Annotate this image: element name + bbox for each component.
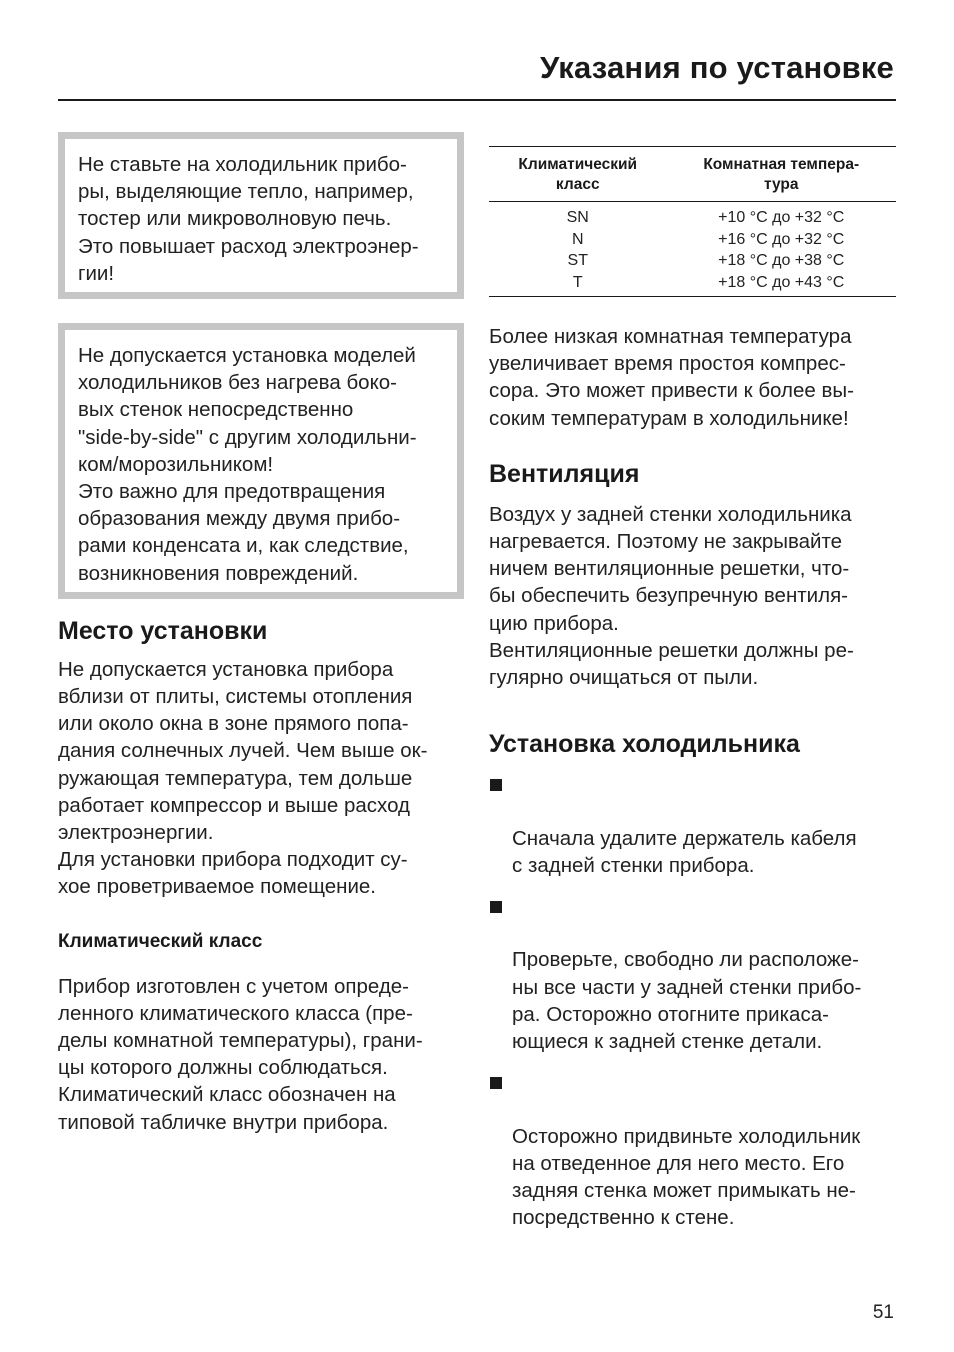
table-row <box>489 202 896 229</box>
place-paragraph: Не допускается установка прибора вблизи от плиты, системы отопления или около окна в зоне прямого попа- дания солнечных лучей. Чем выше ок- ружающая температура, тем дольше работает компрессор и выше расход электроэнергии. Для установки прибора подходит су- хое проветриваемое помещение. <box>58 657 428 899</box>
list-item <box>489 770 896 879</box>
table-cell-class: N <box>571 230 584 248</box>
ventilation-paragraph: Воздух у задней стенки холодильника нагревается. Поэтому не закрывайте ничем вентиляционные решетки, что- бы обеспечить безупречную вентиля- цию прибора. Вентиляционные решетки должны ре- гулярно очищаться от пыли. <box>489 502 854 690</box>
climate-paragraph: Прибор изготовлен с учетом опреде- ленного климатического класса (пре- делы комнатной температуры), грани- цы которого должны соблюдаться. Климатический класс обозначен на типовой табличке внутри прибора. <box>58 974 423 1134</box>
left-column <box>58 132 464 1136</box>
page-title: Указания по установке <box>539 50 894 85</box>
temperature-note-paragraph: Более низкая комнатная температура увеличивает время простоя компрес- сора. Это может привести к более вы- соким температурам в холодильнике! <box>489 325 854 430</box>
square-bullet-icon <box>490 1077 502 1089</box>
right-column <box>489 146 896 1231</box>
subsection-heading-climate: Климатический класс <box>58 930 263 952</box>
table-row <box>489 250 896 272</box>
section-heading-ventilation: Вентиляция <box>489 459 640 488</box>
table-row <box>489 272 896 297</box>
list-item <box>489 1068 896 1231</box>
list-item <box>489 892 896 1055</box>
page-number: 51 <box>872 1302 894 1323</box>
table-cell-temperature: +18 °C до +43 °C <box>718 273 845 291</box>
table-row <box>489 229 896 251</box>
table-cell-class: SN <box>566 209 589 226</box>
table-header-row <box>489 147 896 202</box>
column-header-temperature: Комнатная темпера- тура <box>666 147 896 202</box>
climate-class-table <box>489 146 896 297</box>
column-header-class: Климатический класс <box>489 147 666 202</box>
table-cell-temperature: +18 °C до +38 °C <box>718 252 845 269</box>
step-text: Осторожно придвиньте холодильник на отведенное для него место. Его задняя стенка может примыкать не- посредственно к стене. <box>512 1124 861 1230</box>
install-steps-list <box>489 770 896 1231</box>
section-heading-place: Место установки <box>58 616 268 645</box>
square-bullet-icon <box>490 779 502 791</box>
square-bullet-icon <box>490 901 502 913</box>
step-text: Сначала удалите держатель кабеля с задней стенки прибора. <box>512 826 857 877</box>
warning-box-heat-appliances: Не ставьте на холодильник прибо- ры, выделяющие тепло, например, тостер или микроволновую печь. Это повышает расход электроэнер- гии! <box>58 132 464 299</box>
table-cell-temperature: +10 °C до +32 °C <box>718 209 845 226</box>
warning-box-side-by-side: Не допускается установка моделей холодильников без нагрева боко- вых стенок непосредственно "side-by-side" с другим холодильни- ком/морозильником! Это важно для предотвращения образования между двумя прибо- рами конденсата и, как следствие, возникновения повреждений. <box>58 323 464 599</box>
table-cell-class: T <box>572 273 583 291</box>
section-heading-install: Установка холодильника <box>489 730 800 759</box>
table-cell-class: ST <box>567 252 588 269</box>
table-cell-temperature: +16 °C до +32 °C <box>718 230 845 248</box>
step-text: Проверьте, свободно ли расположе- ны все части у задней стенки прибо- ра. Осторожно отогните прикаса- ющиеся к задней стенке детали. <box>512 948 862 1054</box>
title-divider <box>58 99 896 101</box>
